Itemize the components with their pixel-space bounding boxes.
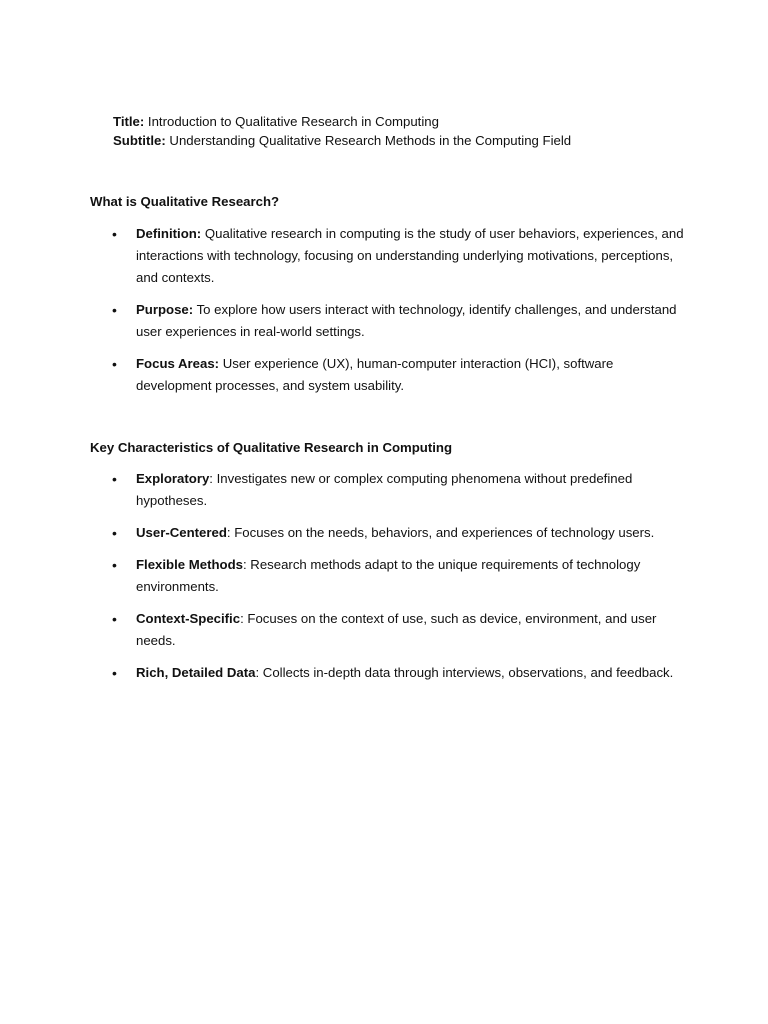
- list-item-text: Qualitative research in computing is the study of user behaviors, experiences, and interactions with technology, focusing on understanding underlying motivations, perceptions, and contexts.: [136, 226, 684, 285]
- list-item-text: : Research methods adapt to the unique requirements of technology environments.: [136, 557, 641, 594]
- bullet-list-key-characteristics: [90, 468, 690, 694]
- list-item-term: Flexible Methods: [136, 557, 243, 572]
- list-item: [90, 353, 690, 397]
- bullet-icon: •: [112, 557, 117, 573]
- list-item: [90, 299, 690, 343]
- bullet-list-what-is: [90, 223, 690, 407]
- list-item-term: Rich, Detailed Data: [136, 665, 256, 680]
- list-item-term: Purpose:: [136, 302, 194, 317]
- list-item-term: Focus Areas:: [136, 356, 220, 371]
- list-item-term: Exploratory: [136, 471, 210, 486]
- list-item-text: User experience (UX), human-computer interaction (HCI), software development processes, and system usability.: [136, 356, 614, 393]
- list-item: [90, 522, 690, 544]
- list-item: [90, 608, 690, 652]
- list-item-text: : Collects in-depth data through interviews, observations, and feedback.: [255, 665, 674, 680]
- list-item-text: : Investigates new or complex computing phenomena without predefined hypotheses.: [136, 471, 633, 508]
- title-label: Title:: [113, 114, 145, 129]
- bullet-icon: •: [112, 611, 117, 627]
- document-header: [113, 112, 713, 150]
- list-item: [90, 223, 690, 289]
- bullet-icon: •: [112, 226, 117, 242]
- subtitle-value: Understanding Qualitative Research Methods in the Computing Field: [165, 133, 572, 148]
- bullet-icon: •: [112, 525, 117, 541]
- bullet-icon: •: [112, 665, 117, 681]
- list-item-term: Context-Specific: [136, 611, 241, 626]
- bullet-icon: •: [112, 356, 117, 372]
- list-item-text: : Focuses on the needs, behaviors, and experiences of technology users.: [226, 525, 655, 540]
- list-item-text: : Focuses on the context of use, such as device, environment, and user needs.: [136, 611, 657, 648]
- list-item-term: User-Centered: [136, 525, 227, 540]
- list-item-term: Definition:: [136, 226, 202, 241]
- bullet-icon: •: [112, 471, 117, 487]
- list-item: [90, 662, 690, 684]
- list-item: [90, 554, 690, 598]
- section-heading-key-characteristics: Key Characteristics of Qualitative Research in Computing: [90, 440, 453, 455]
- title-line: [113, 112, 713, 131]
- section-heading-what-is-qualitative-research: What is Qualitative Research?: [90, 194, 280, 209]
- title-value: Introduction to Qualitative Research in Computing: [144, 114, 439, 129]
- bullet-icon: •: [112, 302, 117, 318]
- subtitle-line: [113, 131, 713, 150]
- list-item: [90, 468, 690, 512]
- list-item-text: To explore how users interact with technology, identify challenges, and understand user experiences in real-world settings.: [136, 302, 677, 339]
- subtitle-label: Subtitle:: [113, 133, 166, 148]
